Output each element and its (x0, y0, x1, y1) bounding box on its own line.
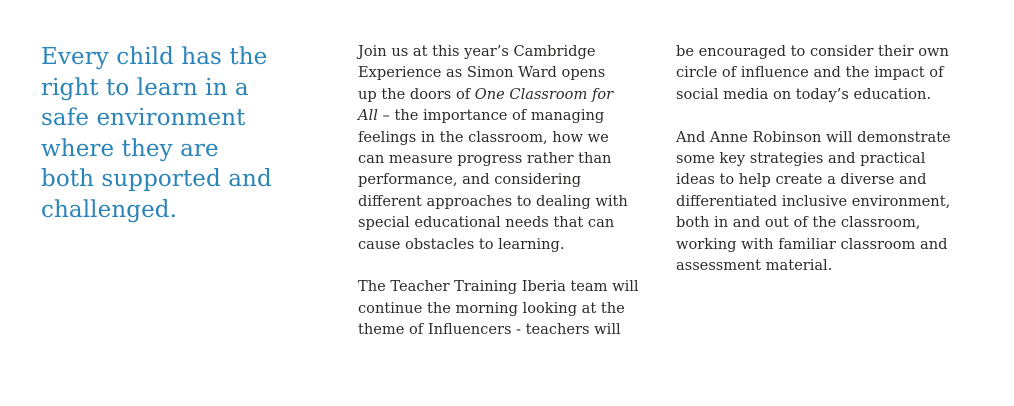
pull-quote-line: where they are (41, 135, 219, 162)
text-line: theme of Influencers - teachers will (358, 321, 621, 339)
influencers-paragraph (358, 276, 658, 340)
text-line: working with familiar classroom and (676, 235, 948, 253)
text-line: circle of influence and the impact of (676, 64, 944, 82)
text-line (358, 105, 658, 126)
text-line: different approaches to dealing with (358, 192, 628, 210)
body-column-right (676, 41, 976, 276)
text-line: Join us at this year’s Cambridge (358, 43, 596, 60)
text-line: be encouraged to consider their own (676, 43, 949, 60)
text-line: social media on today’s education. (676, 85, 932, 103)
body-column-left (358, 41, 658, 341)
text-line: some key strategies and practical (676, 150, 926, 168)
intro-paragraph (358, 41, 658, 255)
text-line: And Anne Robinson will demonstrate (676, 128, 951, 146)
pull-quote-line: challenged. (41, 196, 178, 223)
pull-quote-line: Every child has the (41, 44, 268, 70)
text-line: special educational needs that can (358, 214, 615, 232)
session-title-italic: All (358, 107, 378, 125)
pull-quote-line: safe environment (41, 105, 246, 131)
influence-continuation-paragraph (676, 41, 976, 105)
strategies-paragraph (676, 127, 976, 277)
text-line: assessment material. (676, 257, 833, 275)
text-line: can measure progress rather than (358, 150, 612, 168)
text-line (358, 84, 658, 105)
pull-quote-line: right to learn in a (41, 74, 249, 101)
text-line: performance, and considering (358, 171, 582, 189)
text-line: feelings in the classroom, how we (358, 128, 609, 146)
text-line: differentiated inclusive environment, (676, 192, 951, 210)
text-fragment: – the importance of managing (377, 107, 605, 125)
session-title-italic: One Classroom for (474, 85, 614, 103)
pull-quote (41, 42, 301, 225)
text-line: continue the morning looking at the (358, 299, 625, 317)
text-line: cause obstacles to learning. (358, 235, 565, 253)
text-line: Experience as Simon Ward opens (358, 64, 606, 82)
text-fragment: up the doors of (358, 85, 475, 103)
text-line: The Teacher Training Iberia team will (358, 278, 639, 296)
pull-quote-line: both supported and (41, 166, 272, 192)
text-line: both in and out of the classroom, (676, 214, 921, 232)
text-line: ideas to help create a diverse and (676, 171, 927, 189)
